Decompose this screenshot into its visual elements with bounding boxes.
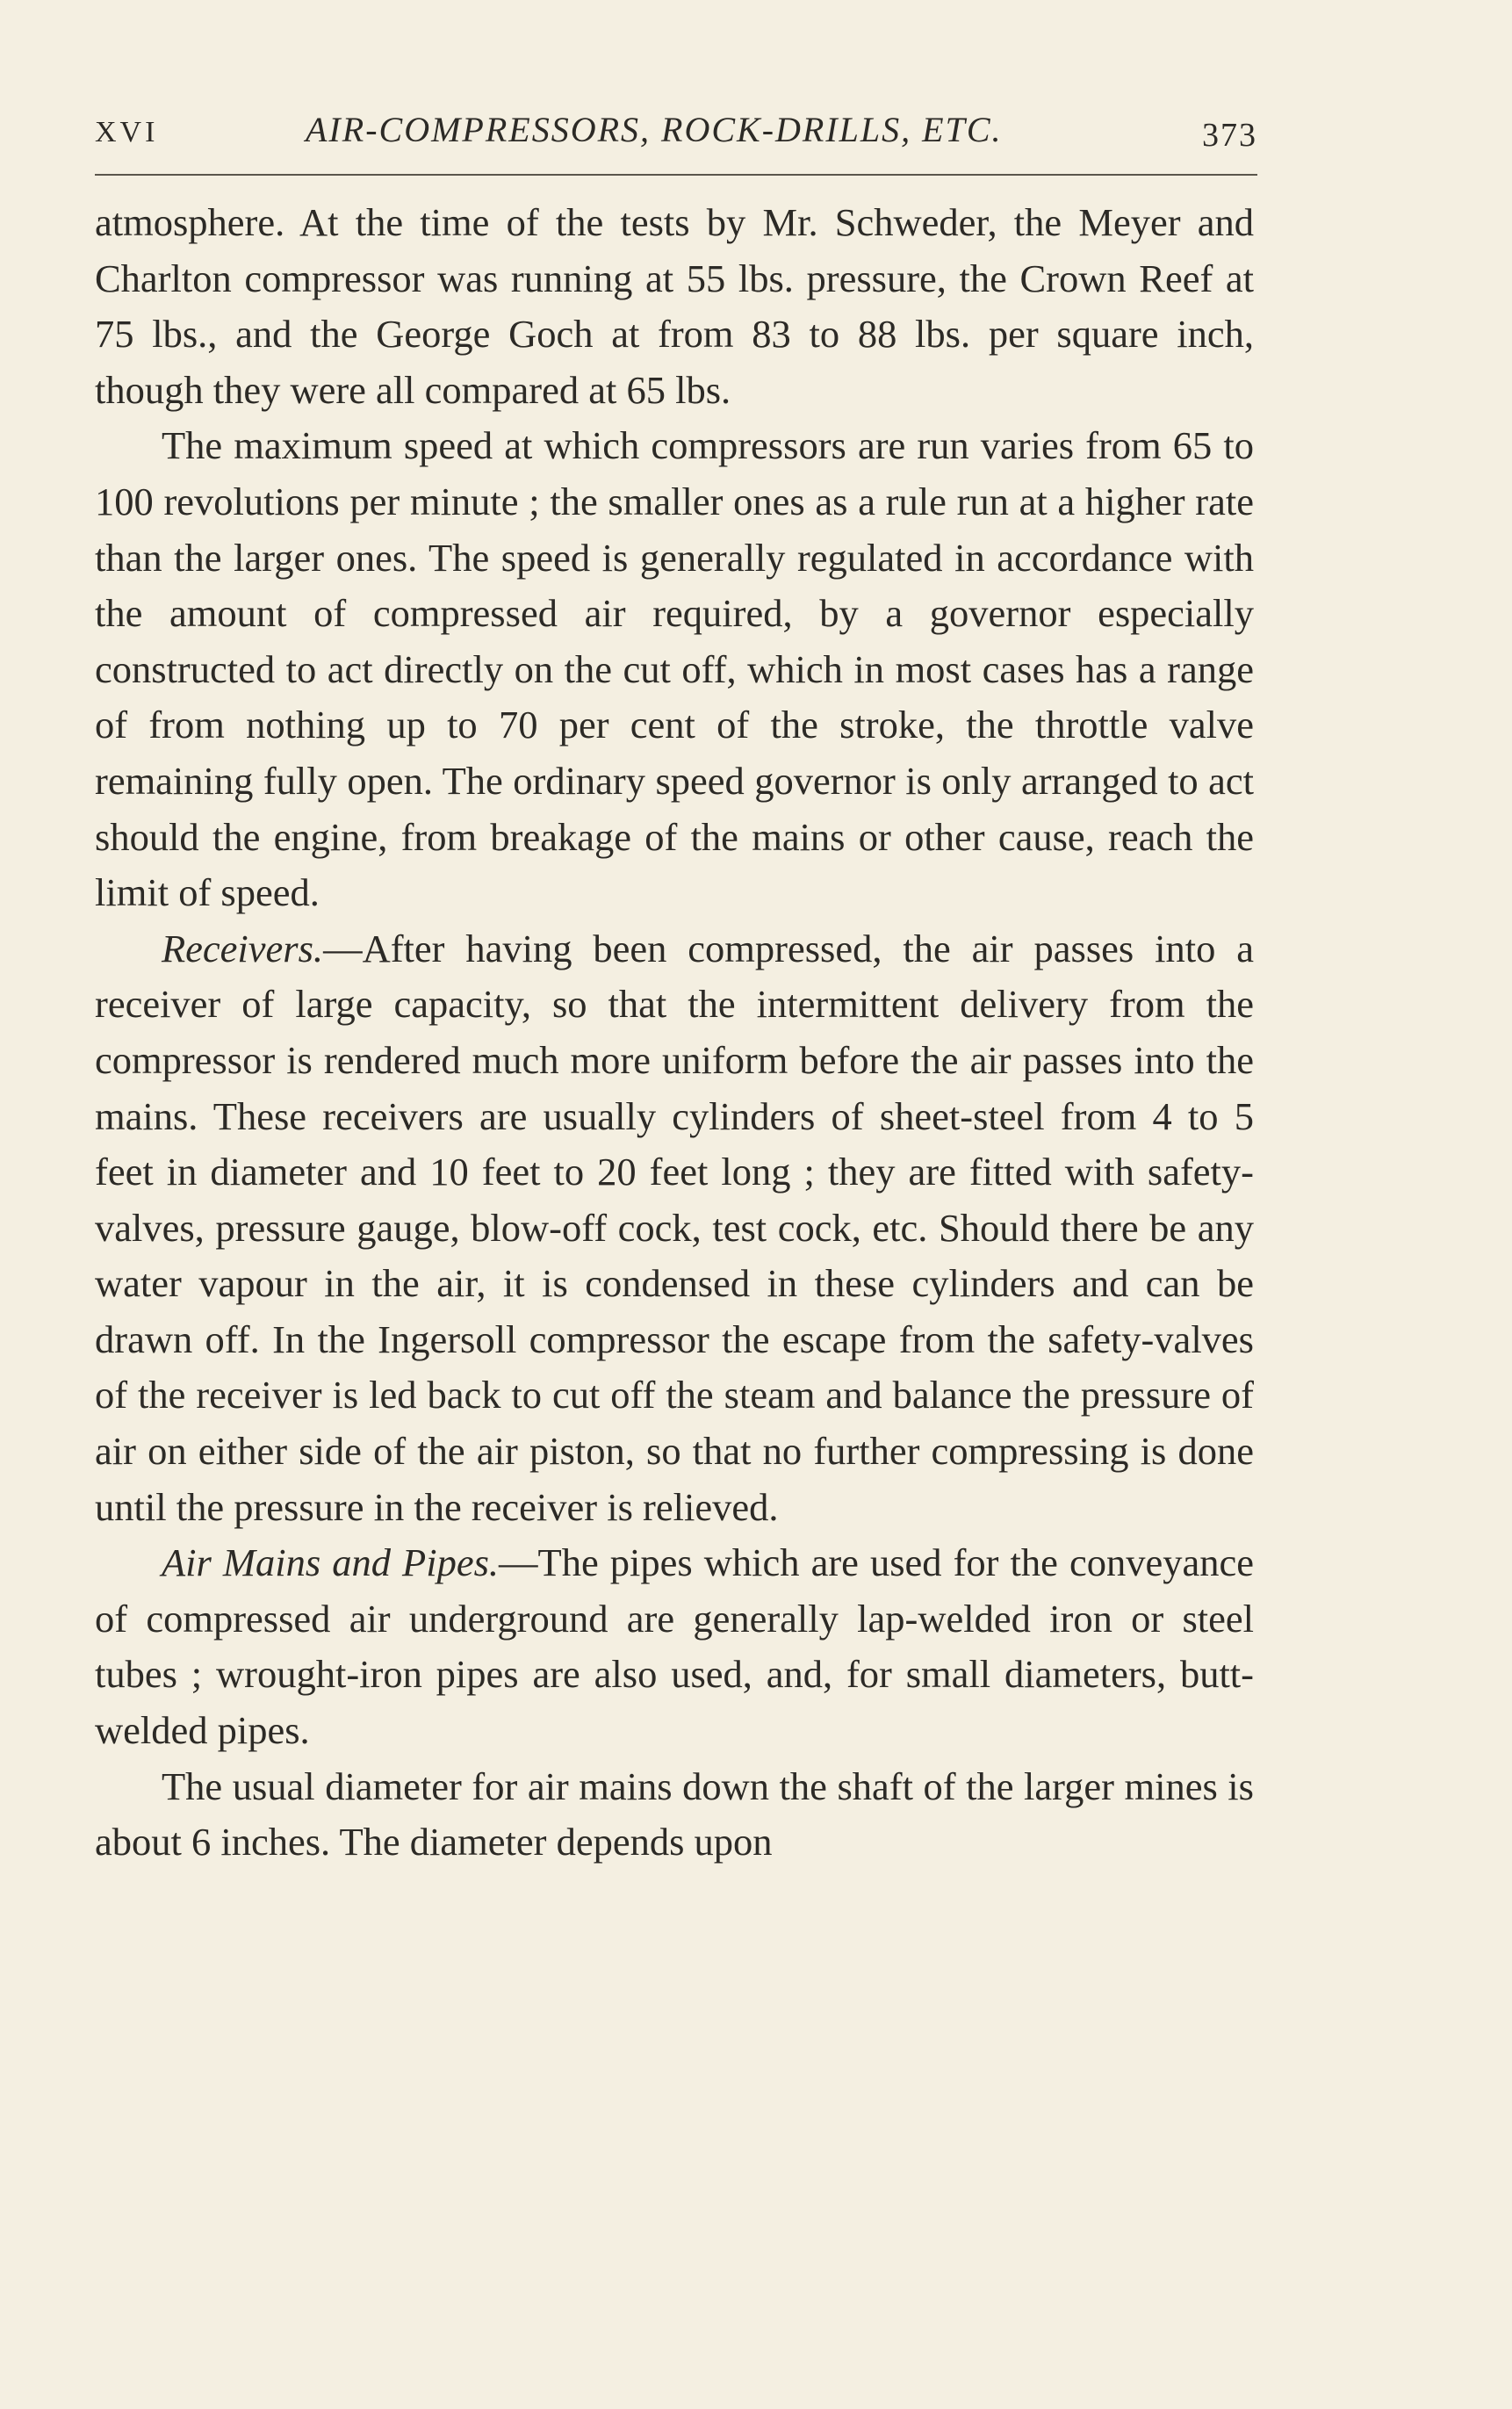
running-header (95, 104, 1257, 176)
chapter-number: XVI (95, 116, 159, 148)
section-heading-air-mains: Air Mains and Pipes. (162, 1540, 500, 1585)
paragraph-text: atmosphere. At the time of the tests by Mr. Schweder, the Meyer and Charlton compressor was running at 55 lbs. pressure, the Crown Reef at 75 lbs., and the George Goch at from 83 to 88 lbs. per square inch, though they were all compared at 65 lbs. (95, 200, 1254, 412)
paragraph-air-mains (95, 1535, 1254, 1758)
paragraph-text: —The pipes which are used for the conveyance of compressed air underground are generally lap-welded iron or steel tubes ; wrought-iron pipes are also used, and, for small diameters, butt-welded pipes. (95, 1540, 1254, 1753)
paragraph-text: The maximum speed at which compressors are run varies from 65 to 100 revolutions per minute ; the smaller ones as a rule run at a higher rate than the larger ones. The speed is generally regulated in accordance with the amount of compressed air required, by a governor especially constructed to act directly on the cut off, which in most cases has a range of from nothing up to 70 per cent of the stroke, the throttle valve remaining fully open. The ordinary speed governor is only arranged to act should the engine, from breakage of the mains or other cause, reach the limit of speed. (95, 423, 1254, 915)
paragraph-text: —After having been compressed, the air passes into a receiver of large capacity, so that the intermittent delivery from the compressor is rendered much more uniform before the air passes into the mains. These receivers are usually cylinders of sheet-steel from 4 to 5 feet in diameter and 10 feet to 20 feet long ; they are fitted with safety-valves, pressure gauge, blow-off cock, test cock, etc. Should there be any water vapour in the air, it is condensed in these cylinders and can be drawn off. In the Ingersoll compressor the escape from the safety-valves of the receiver is led back to cut off the steam and balance the pressure of air on either side of the air piston, so that no further compressing is done until the pressure in the receiver is relieved. (95, 926, 1254, 1529)
section-heading-receivers: Receivers. (162, 926, 324, 970)
paragraph-continuation (95, 195, 1254, 418)
paragraph-receivers (95, 921, 1254, 1536)
paragraph-text: The usual diameter for air mains down the shaft of the larger mines is about 6 inches. The diameter depends upon (95, 1763, 1254, 1864)
page-number: 373 (1202, 117, 1257, 154)
body-text (95, 195, 1254, 1871)
paragraph-usual-diameter (95, 1759, 1254, 1871)
running-title: AIR-COMPRESSORS, ROCK-DRILLS, ETC. (306, 110, 1003, 149)
paragraph-compressor-speed (95, 418, 1254, 920)
